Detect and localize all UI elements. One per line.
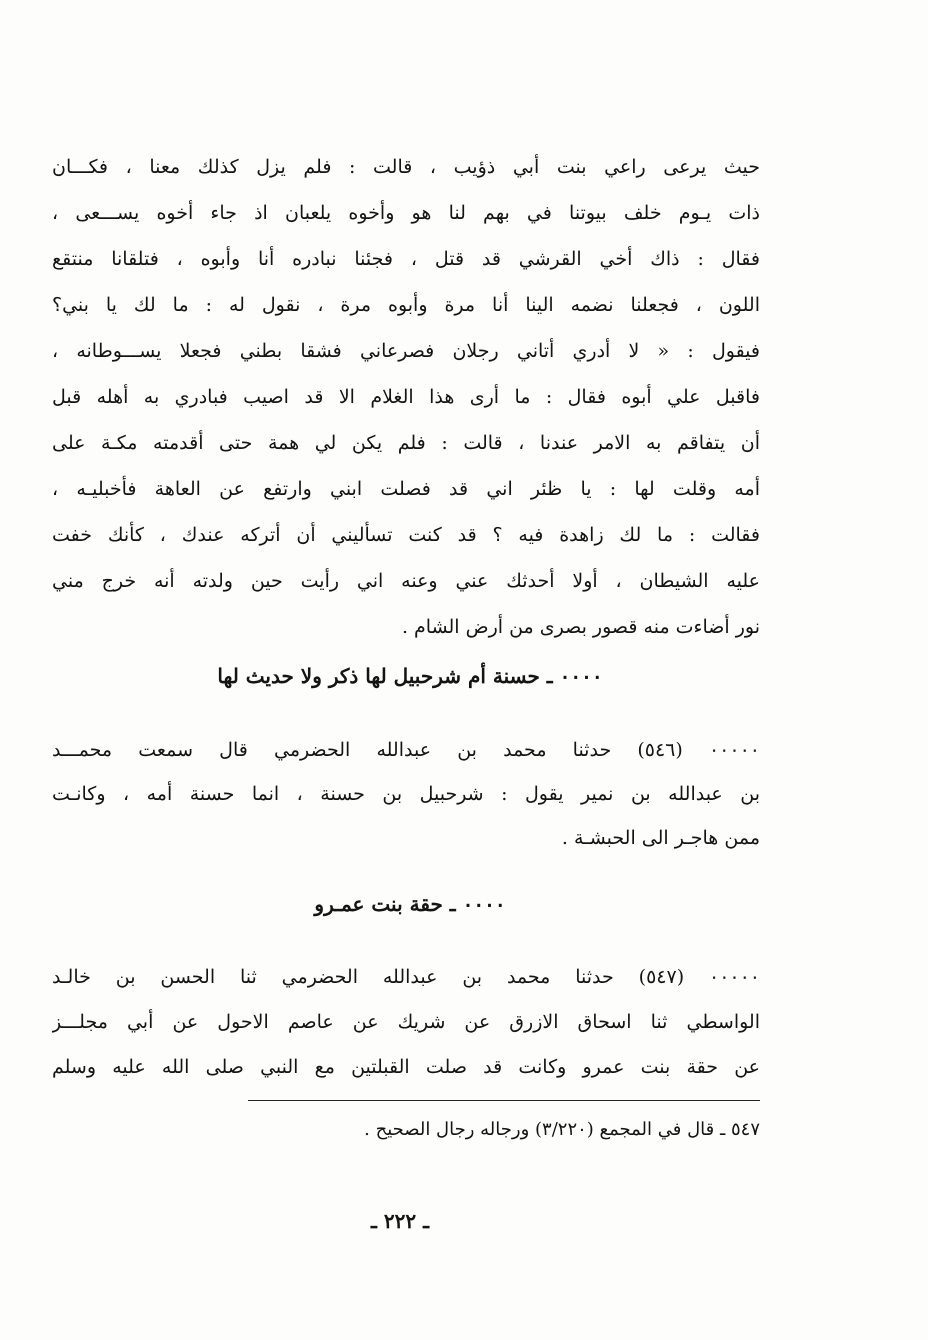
text-line: عن حقة بنت عمرو وكانت قد صلت القبلتين مع النبي صلى الله عليه وسلم (52, 1056, 760, 1078)
text-line: فاقبل علي أبوه فقال : ما أرى هذا الغلام الا قد اصيب فبادري به أهله قبل (52, 386, 760, 408)
text-line: فقال : ذاك أخي القرشي قد قتل ، فجئنا نبادره أنا وأبوه ، فتلقانا منتقع (52, 248, 760, 270)
text-line: ذات يـوم خلف بيوتنا في بهم لنا هو وأخوه يلعبان اذ جاء أخوه يســـعى ، (52, 202, 760, 224)
section-heading-haqqa: ٠٠٠٠ ـ حقة بنت عمـرو (314, 892, 506, 916)
page-number: ـ ٢٢٢ ـ (371, 1209, 429, 1233)
paragraph-1 (52, 144, 760, 650)
text-line: فقالت : ما لك زاهدة فيه ؟ قد كنت تسأليني أن أتركه عندك ، كأنك خفت (52, 524, 760, 546)
paragraph-3 (52, 955, 760, 1090)
paragraph-2 (52, 728, 760, 860)
text-line: أن يتفاقم به الامر عندنا ، قالت : فلم يكن لي همة حتى أقدمته مكـة على (52, 432, 760, 454)
text-line: حيث يرعى راعي بنت أبي ذؤيب ، قالت : فلم يزل كذلك معنا ، فكـــان (52, 156, 760, 178)
text-line: ممن هاجـر الى الحبشـة . (561, 827, 760, 849)
text-line: اللون ، فجعلنا نضمه الينا أنا مرة وأبوه مرة ، نقول له : ما لك يا بني؟ (52, 294, 760, 316)
text-line: ٠٠٠٠٠ (٥٤٦) حدثنا محمد بن عبدالله الحضرمي قال سمعت محمـــد (52, 739, 760, 761)
text-line: ٠٠٠٠٠ (٥٤٧) حدثنا محمد بن عبدالله الحضرمي ثنا الحسن بن خالـد (52, 966, 760, 988)
footnote-divider (248, 1100, 760, 1101)
text-line: الواسطي ثنا اسحاق الازرق عن شريك عن عاصم الاحول عن أبي مجلـــز (52, 1011, 760, 1033)
text-line: فيقول : « لا أدري أتاني رجلان فصرعاني فشقا بطني فجعلا يســـوطانه ، (52, 340, 760, 362)
footnote: ٥٤٧ ـ قال في المجمع (٣/٢٢٠) ورجاله رجال الصحيح . (364, 1119, 760, 1140)
text-line: بن عبدالله بن نمير يقول : شرحبيل بن حسنة ، انما حسنة أمه ، وكانـت (52, 783, 760, 805)
text-line: نور أضاءت منه قصور بصرى من أرض الشام . (401, 616, 760, 638)
text-line: عليه الشيطان ، أولا أحدثك عني وعنه اني رأيت حين ولدته أنه خرج مني (52, 570, 760, 592)
section-heading-hasana: ٠٠٠٠ ـ حسنة أم شرحبيل لها ذكر ولا حديث لها (217, 664, 603, 688)
text-line: أمه وقلت لها : يا ظئر اني قد فصلت ابني وارتفع عن العاهة فأخبليـه ، (52, 478, 760, 500)
